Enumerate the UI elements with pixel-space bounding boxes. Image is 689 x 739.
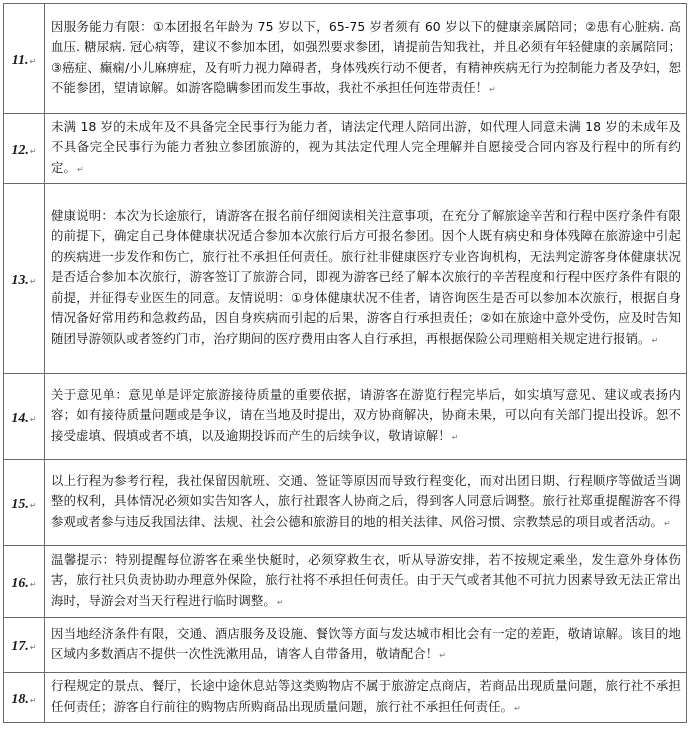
row-text-cell <box>45 4 687 114</box>
row-text: 健康说明：本次为长途旅行，请游客在报名前仔细阅读相关注意事项，在充分了解旅途辛苦和行程中医疗条件有限的前提下，确定自己身体健康状况适合参加本次旅行后方可报名参团。因个人既有病史和身体残障在旅游途中引起的疾病进一步发作和伤亡，旅行社不承担任何责任。旅行社非健康医疗专业咨询机构，无法判定游客身体健康状况是否适合参加本次旅行，游客签订了旅游合同，即视为游客已经了解本次旅行的辛苦程度和行程中医疗条件有限的前提，并征得专业医生的同意。友情说明：①身体健康状况不佳者，请咨询医生是否可以参加本次旅行，根据自身情况备好常用药和急救药品，因自身疾病而引起的后果，游客自行承担责任；②如在旅途中意外受伤，应及时告知随团导游领队或者签约门市，治疗期间的医疗费用由客人自行承担，再根据保险公司理赔相关规定进行报销。 <box>51 207 681 346</box>
row-number-cell <box>4 114 45 184</box>
row-number-cell <box>4 374 45 460</box>
paragraph-mark-icon: ↵ <box>439 651 447 660</box>
table-row <box>4 673 687 723</box>
paragraph-mark-icon: ↵ <box>29 500 37 510</box>
row-text: 因服务能力有限：①本团报名年龄为 75 岁以下，65-75 岁者须有 60 岁以下的健康亲属陪同；②患有心脏病. 高血压. 糖尿病. 冠心病等，建议不参加本团，如强烈要求参团，请提前告知我社，并且必须有年轻健康的亲属陪同；③癌症、癫痫/小儿麻痹症，及有听力视力障碍者，身体残疾行动不便者，有精神疾病无行为控制能力者及孕妇，恕不能参团，望请谅解。如游客隐瞒参团而发生事故，我社不承担任何连带责任！ <box>51 18 681 95</box>
paragraph-mark-icon: ↵ <box>29 146 37 156</box>
row-text-cell <box>45 673 687 723</box>
paragraph-mark-icon: ↵ <box>276 597 284 607</box>
table-row <box>4 460 687 546</box>
paragraph-mark-icon: ↵ <box>451 432 459 442</box>
row-text: 未满 18 岁的未成年及不具备完全民事行为能力者，请法定代理人陪同出游，如代理人同意未满 18 岁的未成年及不具备完全民事行为能力者独立参团旅游的，视为其法定代理人完全理解并自愿接受合同内容及行程中的所有约定。 <box>51 118 681 175</box>
table-row <box>4 374 687 460</box>
notice-table <box>3 3 687 723</box>
row-number-cell <box>4 618 45 673</box>
row-text-cell <box>45 374 687 460</box>
row-number-cell <box>4 673 45 723</box>
table-row <box>4 618 687 673</box>
row-text: 关于意见单：意见单是评定旅游接待质量的重要依据，请游客在游览行程完毕后，如实填写意见、建议或表扬内容；如有接待质量问题或是争议，请在当地及时提出，双方协商解决，协商未果，可以向有关部门提出投诉。恕不接受虚填、假填或者不填，以及逾期投诉而产生的后续争议，敬请谅解！ <box>51 386 681 443</box>
paragraph-mark-icon: ↵ <box>489 85 496 94</box>
table-row <box>4 4 687 114</box>
paragraph-mark-icon: ↵ <box>29 56 37 66</box>
row-number-cell <box>4 4 45 114</box>
row-number-cell <box>4 546 45 618</box>
paragraph-mark-icon: ↵ <box>29 414 37 424</box>
paragraph-mark-icon: ↵ <box>514 703 521 713</box>
paragraph-mark-icon: ↵ <box>76 164 84 174</box>
row-text: 以上行程为参考行程，我社保留因航班、交通、签证等原因而导致行程变化，而对出团日期、行程顺序等做适当调整的权利，具体情况必须如实告知客人，旅行社跟客人协商之后，得到客人同意后调整。旅行社郑重提醒游客不得参观或者参与违反我国法律、法规、社会公德和旅游目的地的相关法律、风俗习惯、宗教禁忌的项目或者活动。 <box>51 472 681 529</box>
row-text: 温馨提示：特别提醒每位游客在乘坐快艇时，必须穿救生衣，听从导游安排，若不按规定乘坐，发生意外身体伤害，旅行社只负责协助办理意外保险，旅行社将不承担任何责任。由于天气或者其他不可抗力因素导致无法正常出海时，导游会对当天行程进行临时调整。 <box>51 551 681 608</box>
row-text-cell <box>45 546 687 618</box>
row-text-cell <box>45 618 687 673</box>
paragraph-mark-icon: ↵ <box>29 643 37 652</box>
row-text-cell <box>45 184 687 374</box>
row-text-cell <box>45 460 687 546</box>
row-number: 14. <box>11 410 29 426</box>
row-text: 因当地经济条件有限，交通、酒店服务及设施、餐饮等方面与发达城市相比会有一定的差距，敬请谅解。该目的地区域内多数酒店不提供一次性洗漱用品，请客人自带备用，敬请配合！ <box>51 625 681 661</box>
table-row <box>4 546 687 618</box>
row-text-cell <box>45 114 687 184</box>
paragraph-mark-icon: ↵ <box>29 276 37 286</box>
row-number: 18. <box>11 691 29 707</box>
row-number: 11. <box>11 52 29 68</box>
paragraph-mark-icon: ↵ <box>664 518 671 528</box>
row-text: 行程规定的景点、餐厅，长途中途休息站等这类购物店不属于旅游定点商店，若商品出现质量问题，旅行社不承担任何责任；游客自行前往的购物店所购商品出现质量问题，旅行社不承担任何责任。 <box>51 678 681 714</box>
row-number: 17. <box>11 639 29 654</box>
paragraph-mark-icon: ↵ <box>29 695 37 705</box>
row-number: 12. <box>11 142 29 158</box>
table-row <box>4 114 687 184</box>
row-number: 13. <box>11 272 29 288</box>
row-number-cell <box>4 460 45 546</box>
paragraph-mark-icon: ↵ <box>29 579 37 589</box>
table-row <box>4 184 687 374</box>
row-number-cell <box>4 184 45 374</box>
paragraph-mark-icon: ↵ <box>651 335 659 345</box>
row-number: 16. <box>11 575 29 591</box>
row-number: 15. <box>11 496 29 512</box>
